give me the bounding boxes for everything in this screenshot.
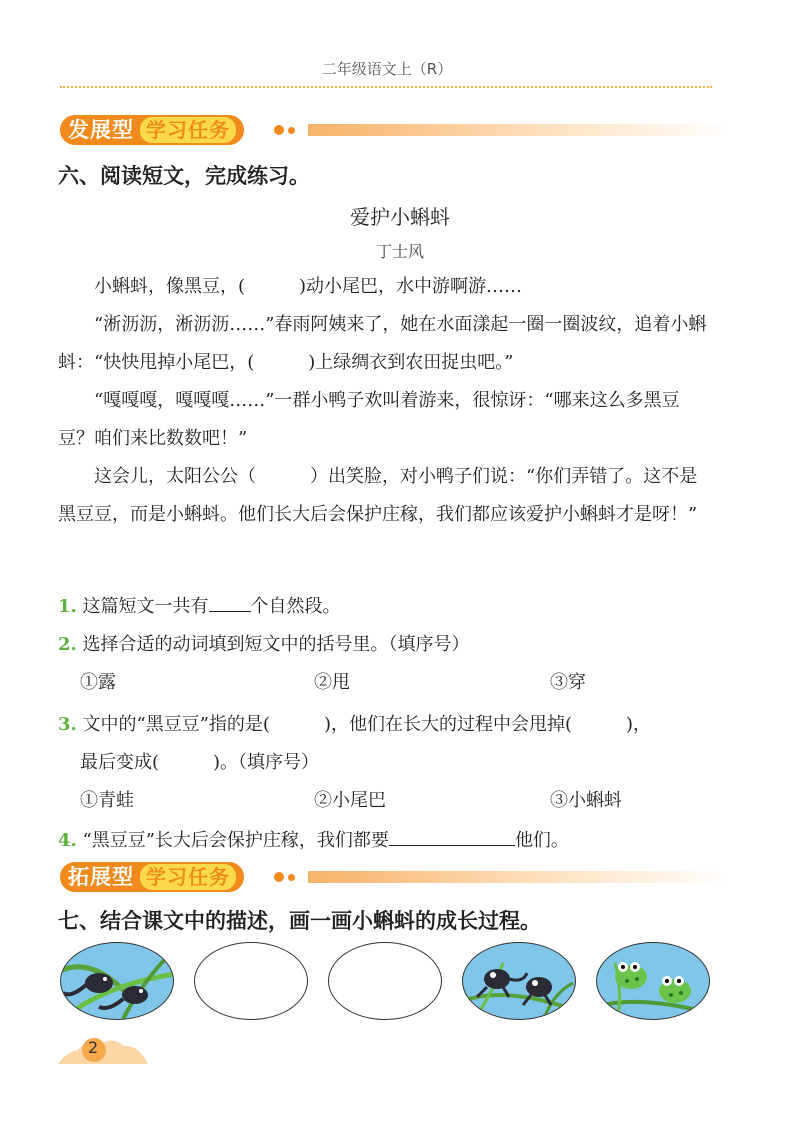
- tadpole-with-legs-image: [462, 942, 576, 1020]
- header-title: 二年级语文上（R）: [321, 60, 453, 78]
- story-paragraph-1: 小蝌蚪，像黑豆，( )动小尾巴，水中游啊游……: [94, 276, 523, 297]
- option-3-3: ③小蝌蚪: [550, 790, 622, 811]
- story-paragraph-4: 这会儿，太阳公公（ ）出笑脸，对小鸭子们说：“你们弄错了。这不是黑豆豆，而是小蝌蚪。他们长大后会保护庄稼，我们都应该爱护小蝌蚪才是呀！”: [58, 466, 698, 525]
- banner-band: [308, 124, 728, 136]
- story-body: [58, 268, 713, 534]
- frog-image: [596, 942, 710, 1020]
- option-2-3: ③穿: [550, 672, 586, 693]
- banner-pill: [60, 862, 244, 892]
- page-header: [62, 58, 712, 87]
- banner-main-label: 拓展型: [68, 865, 134, 889]
- empty-drawing-oval-2[interactable]: [328, 942, 442, 1020]
- header-divider: [60, 86, 712, 88]
- banner-main-label: 发展型: [68, 118, 134, 142]
- banner-band: [308, 871, 728, 883]
- exercise-item-4: 4. “黑豆豆”长大后会保护庄稼，我们都要 他们。: [58, 826, 569, 852]
- empty-drawing-oval-1[interactable]: [194, 942, 308, 1020]
- section-banner-extension: [60, 862, 720, 894]
- banner-sub-label: 学习任务: [140, 117, 236, 143]
- page-number: 2: [88, 1038, 99, 1057]
- question-7-title: 七、结合课文中的描述，画一画小蝌蚪的成长过程。: [58, 909, 541, 933]
- exercise-item-3: 3. 文中的“黑豆豆”指的是( )，他们在长大的过程中会甩掉( )，: [58, 714, 652, 735]
- story-paragraph-3: “嘎嘎嘎，嘎嘎嘎……”一群小鸭子欢叫着游来，很惊讶：“哪来这么多黑豆豆？咱们来比数数吧！”: [58, 390, 680, 449]
- exercise-item-1: 1. 这篇短文一共有 个自然段。: [58, 592, 341, 618]
- question-6-title: 六、阅读短文，完成练习。: [58, 164, 310, 188]
- banner-pill: [60, 115, 244, 145]
- option-2-2: ②甩: [314, 672, 350, 693]
- story-paragraph-2: “淅沥沥，淅沥沥……”春雨阿姨来了，她在水面漾起一圈一圈波纹，追着小蝌蚪：“快快甩掉小尾巴，( )上绿绸衣到农田捉虫吧。”: [58, 314, 707, 373]
- page-number-badge: [58, 1030, 148, 1066]
- banner-dots: [274, 125, 295, 135]
- story-author: 丁士风: [375, 242, 424, 261]
- tadpole-image: [60, 942, 174, 1020]
- banner-dots: [274, 872, 295, 882]
- option-3-1: ①青蛙: [80, 790, 134, 811]
- option-3-2: ②小尾巴: [314, 790, 386, 811]
- banner-sub-label: 学习任务: [140, 864, 236, 890]
- answer-blank-1[interactable]: [209, 593, 251, 612]
- exercise-item-3-cont: 最后变成( )。（填序号）: [80, 752, 320, 773]
- section-banner-development: [60, 115, 720, 147]
- answer-blank-4[interactable]: [389, 827, 515, 846]
- story-title: 爱护小蝌蚪: [350, 205, 450, 229]
- option-2-1: ①露: [80, 672, 116, 693]
- exercise-item-2: 2. 选择合适的动词填到短文中的括号里。（填序号）: [58, 634, 470, 655]
- growth-stage-row: [60, 942, 720, 1022]
